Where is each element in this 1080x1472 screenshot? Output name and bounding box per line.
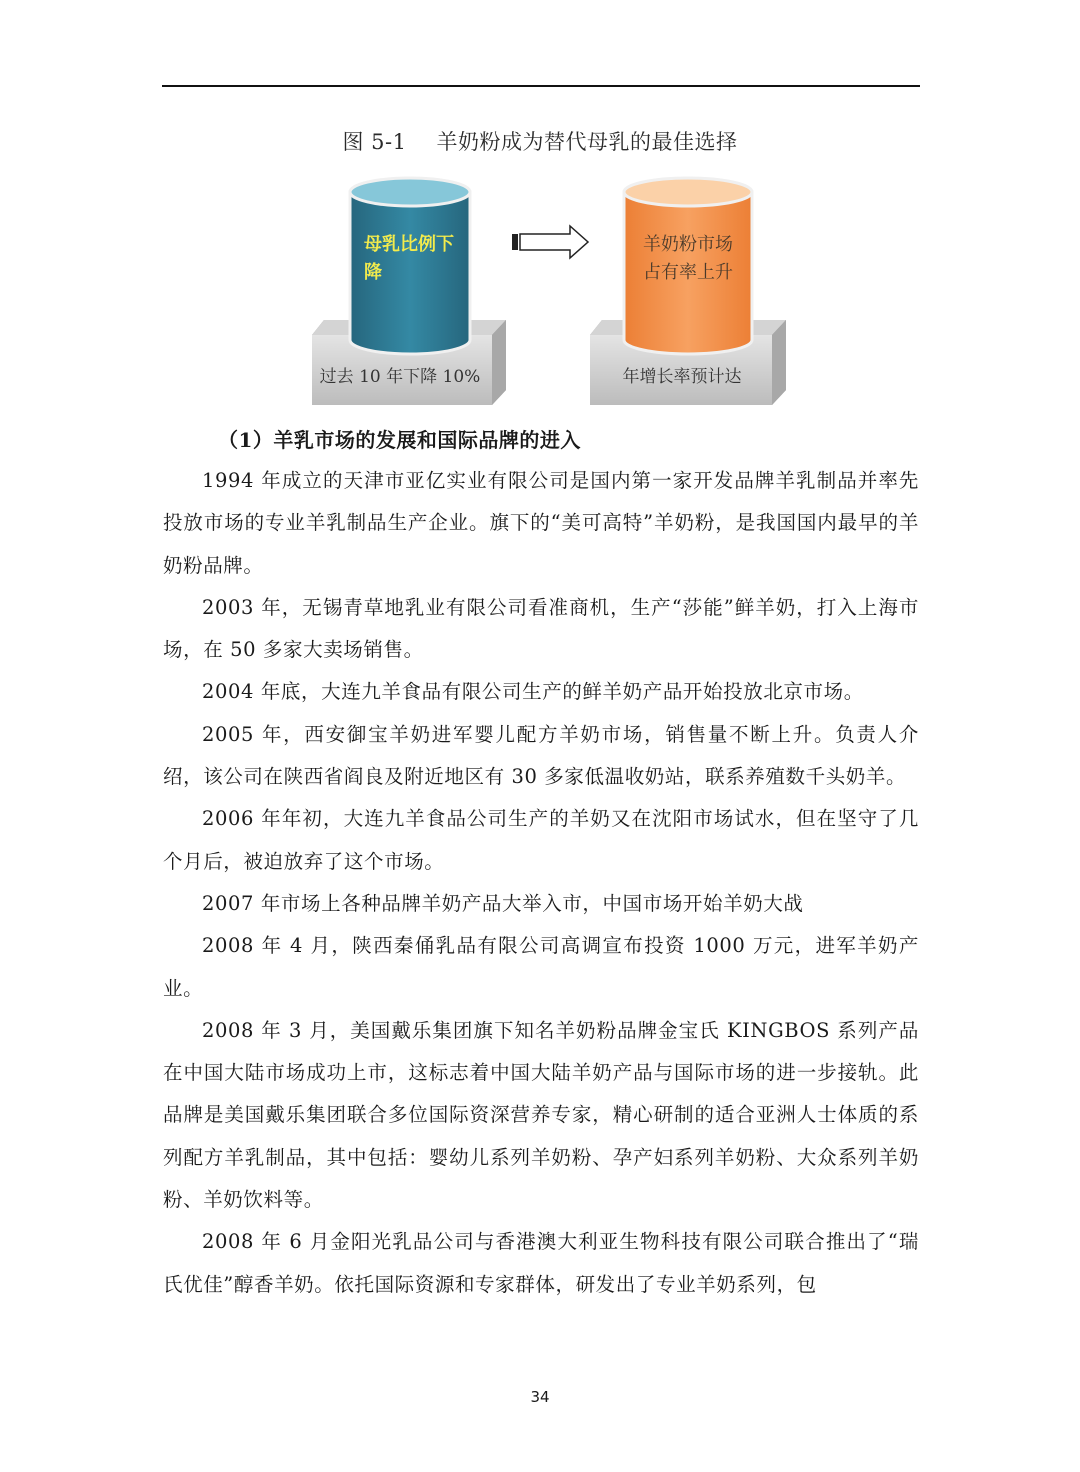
page-number: 34 bbox=[530, 1388, 550, 1406]
paragraph: 2008 年 3 月，美国戴乐集团旗下知名羊奶粉品牌金宝氏 KINGBOS 系列产品在中国大陆市场成功上市，这标志着中国大陆羊奶产品与国际市场的进一步接轨。此品牌是美国戴乐集团联合多位国际资深营养专家，精心研制的适合亚洲人士体质的系列配方羊乳制品，其中包括：婴幼儿系列羊奶粉、孕产妇系列羊奶粉、大众系列羊奶粉、羊奶饮料等。 bbox=[163, 1018, 919, 1212]
paragraph: 2006 年年初，大连九羊食品公司生产的羊奶又在沈阳市场试水，但在坚守了几个月后，被迫放弃了这个市场。 bbox=[163, 807, 919, 873]
figure-diagram bbox=[300, 170, 800, 410]
arrow-icon bbox=[512, 226, 588, 258]
paragraph: 2005 年，西安御宝羊奶进军婴儿配方羊奶市场，销售量不断上升。负责人介绍，该公司在陕西省阎良及附近地区有 30 多家低温收奶站，联系养殖数千头奶羊。 bbox=[163, 722, 919, 789]
paragraph: 2008 年 6 月金阳光乳品公司与香港澳大利亚生物科技有限公司联合推出了“瑞氏优佳”醇香羊奶。依托国际资源和专家群体，研发出了专业羊奶系列，包 bbox=[163, 1230, 919, 1296]
paragraph: 2004 年底，大连九羊食品有限公司生产的鲜羊奶产品开始投放北京市场。 bbox=[202, 680, 864, 704]
paragraph: 1994 年成立的天津市亚亿实业有限公司是国内第一家开发品牌羊乳制品并率先投放市场的专业羊乳制品生产企业。旗下的“美可高特”羊奶粉，是我国国内最早的羊奶粉品牌。 bbox=[163, 469, 919, 577]
figure-caption bbox=[0, 126, 1080, 156]
left-base-label: 过去 10 年下降 10% bbox=[319, 367, 481, 387]
figure-number: 图 5-1 bbox=[342, 130, 407, 154]
right-cylinder-label-line2: 占有率上升 bbox=[643, 262, 733, 283]
header-rule bbox=[162, 85, 920, 87]
right-base-label: 年增长率预计达 bbox=[622, 367, 742, 387]
section-heading: （1）羊乳市场的发展和国际品牌的进入 bbox=[218, 428, 581, 452]
paragraph: 2003 年，无锡青草地乳业有限公司看准商机，生产“莎能”鲜羊奶，打入上海市场，在 50 多家大卖场销售。 bbox=[163, 595, 919, 662]
left-cylinder-label-line2: 降 bbox=[364, 262, 382, 283]
figure-title: 羊奶粉成为替代母乳的最佳选择 bbox=[436, 130, 738, 154]
paragraph: 2007 年市场上各种品牌羊奶产品大举入市，中国市场开始羊奶大战 bbox=[202, 891, 804, 915]
right-cylinder-label-line1: 羊奶粉市场 bbox=[643, 234, 733, 255]
body-text bbox=[163, 460, 919, 1306]
left-cylinder-label-line1: 母乳比例下 bbox=[364, 234, 454, 255]
paragraph: 2008 年 4 月，陕西秦俑乳品有限公司高调宣布投资 1000 万元，进军羊奶产业。 bbox=[163, 934, 919, 1000]
